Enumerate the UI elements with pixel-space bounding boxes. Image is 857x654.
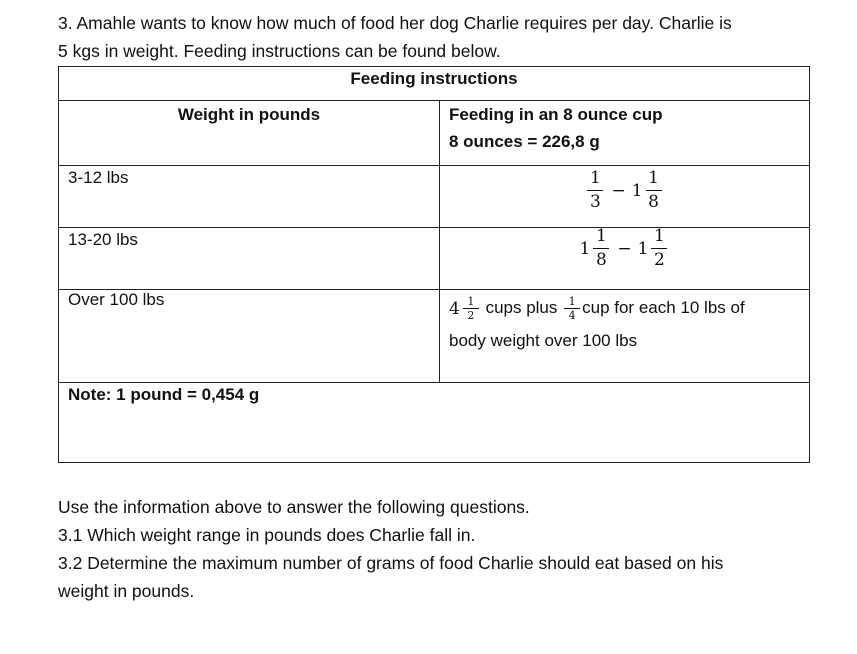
conversion-note: Note: 1 pound = 0,454 g (59, 383, 810, 463)
fraction: $\frac{1}{2}$ (651, 228, 667, 269)
fraction-range: $\frac{1}{3}$ − 1 $\frac{1}{8}$ (585, 170, 663, 211)
table-title: Feeding instructions (59, 67, 810, 101)
questions-section (58, 493, 838, 605)
weight-cell: 13-20 lbs (59, 228, 440, 290)
feeding-header-line-2: 8 ounces = 226,8 g (449, 132, 600, 151)
fraction: $\frac{1}{3}$ (587, 170, 603, 211)
feeding-rule-line-2: body weight over 100 lbs (449, 330, 638, 350)
weight-column-header: Weight in pounds (59, 101, 440, 166)
question-3-2-line-1: 3.2 Determine the maximum number of grams of food Charlie should eat based on his (58, 553, 724, 573)
intro-line-2: 5 kgs in weight. Feeding instructions can be found below. (58, 41, 501, 61)
fraction: $\frac{1}{8}$ (593, 228, 609, 269)
questions-intro: Use the information above to answer the following questions. (58, 497, 530, 517)
feeding-amount-cell (440, 228, 810, 290)
feeding-rule-line-1: 4 $\frac{1}{2}$ cups plus $\frac{1}{4}$ cup for each 10 lbs of (449, 295, 745, 323)
feeding-instructions-table (58, 66, 810, 463)
feeding-amount-cell (440, 166, 810, 228)
table-row (59, 166, 810, 228)
question-3-1: 3.1 Which weight range in pounds does Charlie fall in. (58, 525, 476, 545)
feeding-column-header (440, 101, 810, 166)
question-3-2-line-2: weight in pounds. (58, 581, 195, 601)
weight-cell: Over 100 lbs (59, 290, 440, 383)
question-intro (58, 9, 838, 65)
fraction: $\frac{1}{4}$ (564, 296, 580, 321)
weight-cell: 3-12 lbs (59, 166, 440, 228)
fraction-range: 1 $\frac{1}{8}$ − 1 $\frac{1}{2}$ (580, 228, 670, 269)
feeding-amount-cell (440, 290, 810, 383)
table-row (59, 290, 810, 383)
intro-line-1: 3. Amahle wants to know how much of food her dog Charlie requires per day. Charlie is (58, 13, 732, 33)
table-row (59, 228, 810, 290)
fraction: $\frac{1}{8}$ (646, 170, 662, 211)
feeding-header-line-1: Feeding in an 8 ounce cup (449, 105, 663, 124)
fraction: $\frac{1}{2}$ (463, 296, 479, 321)
